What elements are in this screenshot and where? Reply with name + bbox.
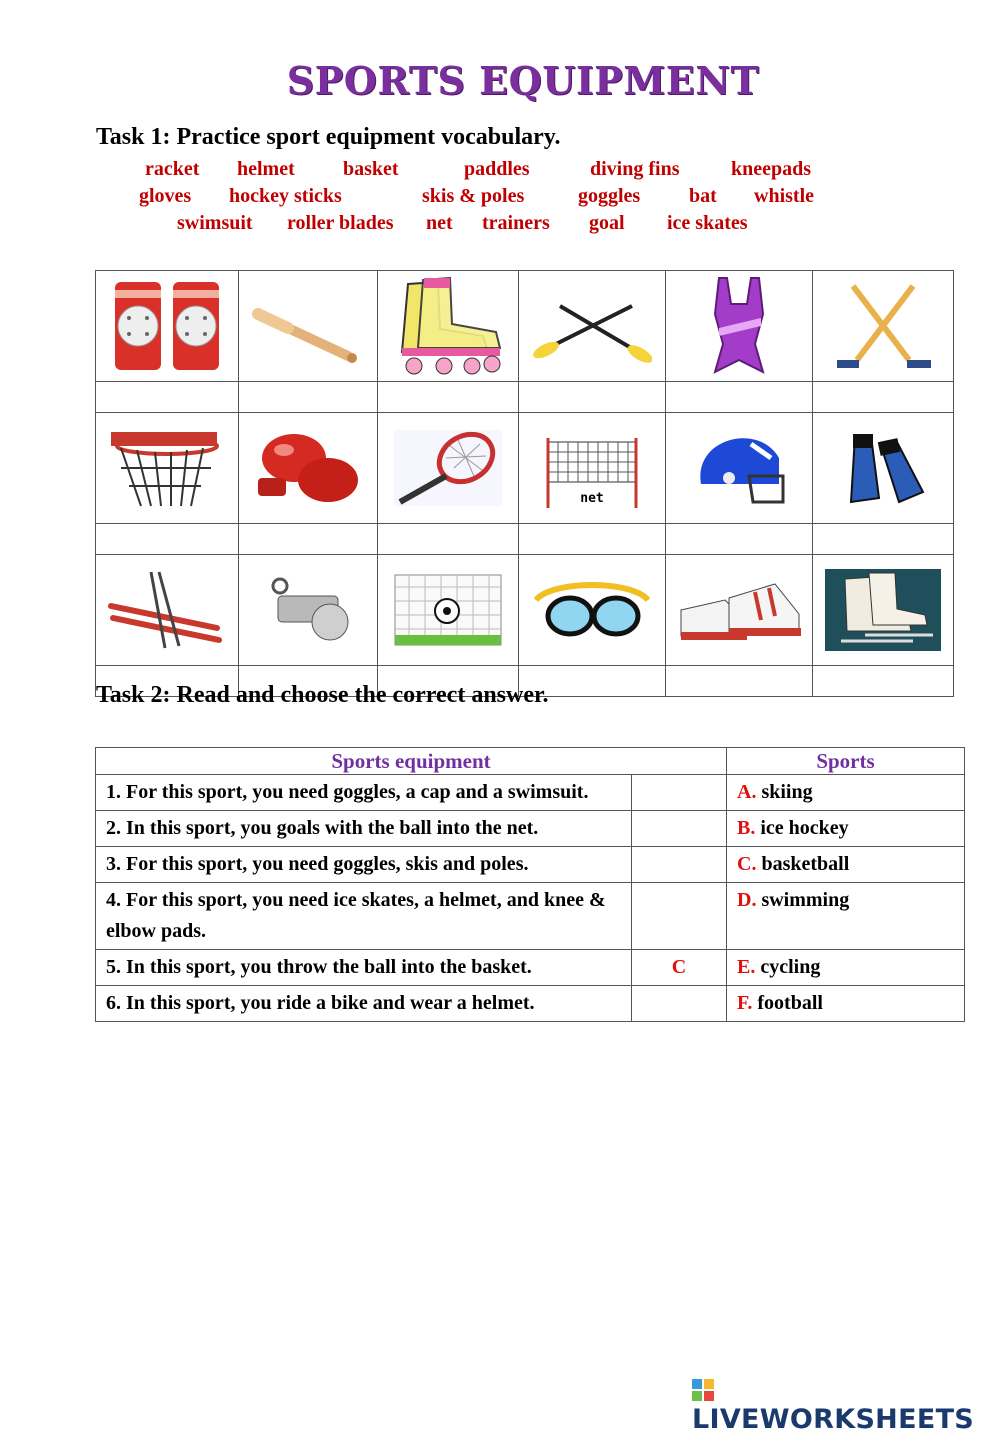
ice-skates-image	[813, 555, 954, 666]
vocab-word: trainers	[482, 212, 550, 234]
table-row	[96, 775, 965, 811]
answer-cell[interactable]	[519, 382, 666, 413]
answer-field[interactable]: C	[632, 950, 727, 986]
answer-cell[interactable]	[666, 382, 813, 413]
table-row	[96, 986, 965, 1022]
vocab-word: basket	[343, 158, 399, 180]
kneepads-image	[96, 271, 239, 382]
vocab-word: bat	[689, 185, 717, 207]
vocab-word: skis & poles	[422, 185, 525, 207]
option-label: swimming	[761, 889, 850, 911]
option-label: cycling	[760, 956, 821, 978]
vocab-word: whistle	[754, 185, 814, 207]
skis-and-poles-image	[96, 555, 239, 666]
vocab-row-1	[0, 158, 1000, 184]
vocab-word: hockey sticks	[229, 185, 342, 207]
answer-field[interactable]	[632, 986, 727, 1022]
answer-field[interactable]	[632, 847, 727, 883]
vocab-row-3	[0, 212, 1000, 238]
table-row	[96, 811, 965, 847]
answer-field[interactable]	[632, 811, 727, 847]
picture-grid	[95, 270, 954, 697]
option-letter: B.	[737, 817, 756, 839]
liveworksheets-logo	[692, 1373, 1000, 1435]
option-letter: D.	[737, 889, 757, 911]
answer-cell[interactable]	[96, 524, 239, 555]
vocab-word: goggles	[578, 185, 641, 207]
column-header-equipment: Sports equipment	[96, 748, 727, 775]
page-title: SPORTS EQUIPMENT	[286, 58, 760, 103]
answer-cell[interactable]	[813, 382, 954, 413]
paddles-image	[519, 271, 666, 382]
answer-cell[interactable]	[378, 382, 519, 413]
answer-cell[interactable]	[519, 524, 666, 555]
table-row	[96, 847, 965, 883]
sport-option	[727, 811, 965, 847]
diving-fins-image	[813, 413, 954, 524]
task2-heading: Task 2: Read and choose the correct answer.	[96, 682, 549, 708]
vocab-word: ice skates	[667, 212, 748, 234]
question-text: 2. In this sport, you goals with the ball into the net.	[96, 811, 632, 847]
answer-cell[interactable]	[813, 666, 954, 697]
vocab-word: diving fins	[590, 158, 680, 180]
trainers-image	[666, 555, 813, 666]
roller-skates-image	[378, 271, 519, 382]
answer-cell[interactable]	[239, 382, 378, 413]
option-label: football	[757, 992, 823, 1014]
hockey-sticks-image	[813, 271, 954, 382]
logo-grid-icon	[692, 1379, 714, 1401]
goal-image	[378, 555, 519, 666]
question-text: 1. For this sport, you need goggles, a cap and a swimsuit.	[96, 775, 632, 811]
racket-image	[378, 413, 519, 524]
option-letter: E.	[737, 956, 756, 978]
question-text: 5. In this sport, you throw the ball into the basket.	[96, 950, 632, 986]
logo-text: LIVEWORKSHEETS	[692, 1404, 975, 1435]
helmet-image	[666, 413, 813, 524]
vocab-word: swimsuit	[177, 212, 253, 234]
column-header-sports: Sports	[727, 748, 965, 775]
net-caption: net	[580, 491, 604, 506]
goggles-image	[519, 555, 666, 666]
vocab-word: kneepads	[731, 158, 812, 180]
whistle-image	[239, 555, 378, 666]
question-text: 3. For this sport, you need goggles, skis and poles.	[96, 847, 632, 883]
table-row	[96, 883, 965, 950]
option-letter: C.	[737, 853, 757, 875]
vocab-word: roller blades	[287, 212, 394, 234]
answer-cell[interactable]	[239, 524, 378, 555]
boxing-gloves-image	[239, 413, 378, 524]
question-text: 6. In this sport, you ride a bike and wear a helmet.	[96, 986, 632, 1022]
answer-field[interactable]	[632, 883, 727, 950]
vocab-word: racket	[145, 158, 200, 180]
option-label: skiing	[761, 781, 813, 803]
bat-image	[239, 271, 378, 382]
vocab-word: net	[426, 212, 453, 234]
answer-cell[interactable]	[813, 524, 954, 555]
basket-image	[96, 413, 239, 524]
option-letter: F.	[737, 992, 753, 1014]
option-label: ice hockey	[760, 817, 849, 839]
answer-cell[interactable]	[666, 524, 813, 555]
option-letter: A.	[737, 781, 757, 803]
vocab-row-2	[0, 185, 1000, 211]
net-image	[519, 413, 666, 524]
answer-field[interactable]	[632, 775, 727, 811]
vocab-word: gloves	[139, 185, 192, 207]
vocab-word: goal	[589, 212, 625, 234]
question-text: 4. For this sport, you need ice skates, a helmet, and knee & elbow pads.	[96, 883, 632, 950]
matching-table	[95, 747, 965, 1022]
swimsuit-image	[666, 271, 813, 382]
sport-option	[727, 950, 965, 986]
sport-option	[727, 986, 965, 1022]
vocab-word: paddles	[464, 158, 530, 180]
sport-option	[727, 883, 965, 950]
answer-cell[interactable]	[666, 666, 813, 697]
option-label: basketball	[761, 853, 850, 875]
sport-option	[727, 775, 965, 811]
answer-cell[interactable]	[378, 524, 519, 555]
answer-cell[interactable]	[96, 382, 239, 413]
task1-heading: Task 1: Practice sport equipment vocabulary.	[96, 124, 561, 150]
sport-option	[727, 847, 965, 883]
table-row	[96, 950, 965, 986]
vocab-word: helmet	[237, 158, 295, 180]
